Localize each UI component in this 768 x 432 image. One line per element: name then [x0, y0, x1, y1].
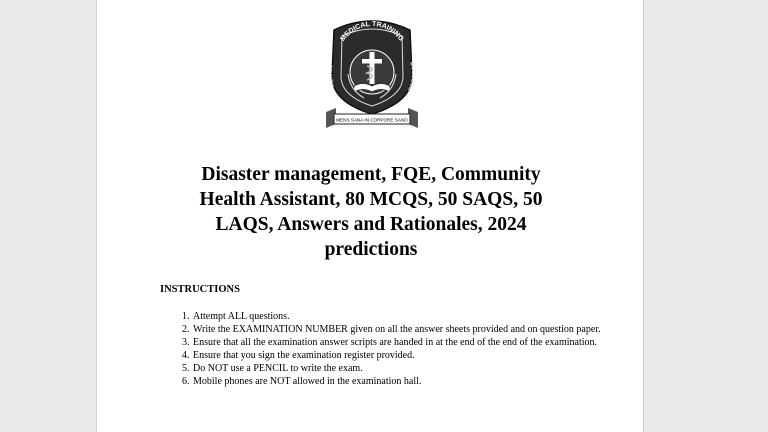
logo-left-text: KENYA — [327, 65, 337, 88]
instruction-item: 3. Ensure that all the examination answer scripts are handed in at the end of the end of the examination. — [192, 336, 612, 349]
instructions-heading: INSTRUCTIONS — [160, 284, 240, 295]
instruction-item: 1. Attempt ALL questions. — [192, 310, 612, 323]
instruction-item: 6. Mobile phones are NOT allowed in the examination hall. — [192, 375, 612, 388]
document-page — [96, 0, 644, 432]
logo-right-text: COLLEGE — [406, 60, 417, 93]
instruction-item: 4. Ensure that you sign the examination register provided. — [192, 349, 612, 362]
document-title: Disaster management, FQE, Community Health Assistant, 80 MCQS, 50 SAQS, 50 LAQS, Answers and Rationales, 2024 predictions — [199, 164, 543, 260]
instructions-list — [160, 310, 612, 389]
logo-arc-text: MEDICAL TRAINING — [339, 20, 405, 43]
logo-motto: MENS SANA IN CORPORE SANO — [336, 117, 408, 123]
instruction-item: 2. Write the EXAMINATION NUMBER given on all the answer sheets provided and on question paper. — [192, 323, 612, 336]
instruction-item: 5. Do NOT use a PENCIL to write the exam. — [192, 362, 612, 375]
kmtc-logo — [320, 14, 424, 134]
